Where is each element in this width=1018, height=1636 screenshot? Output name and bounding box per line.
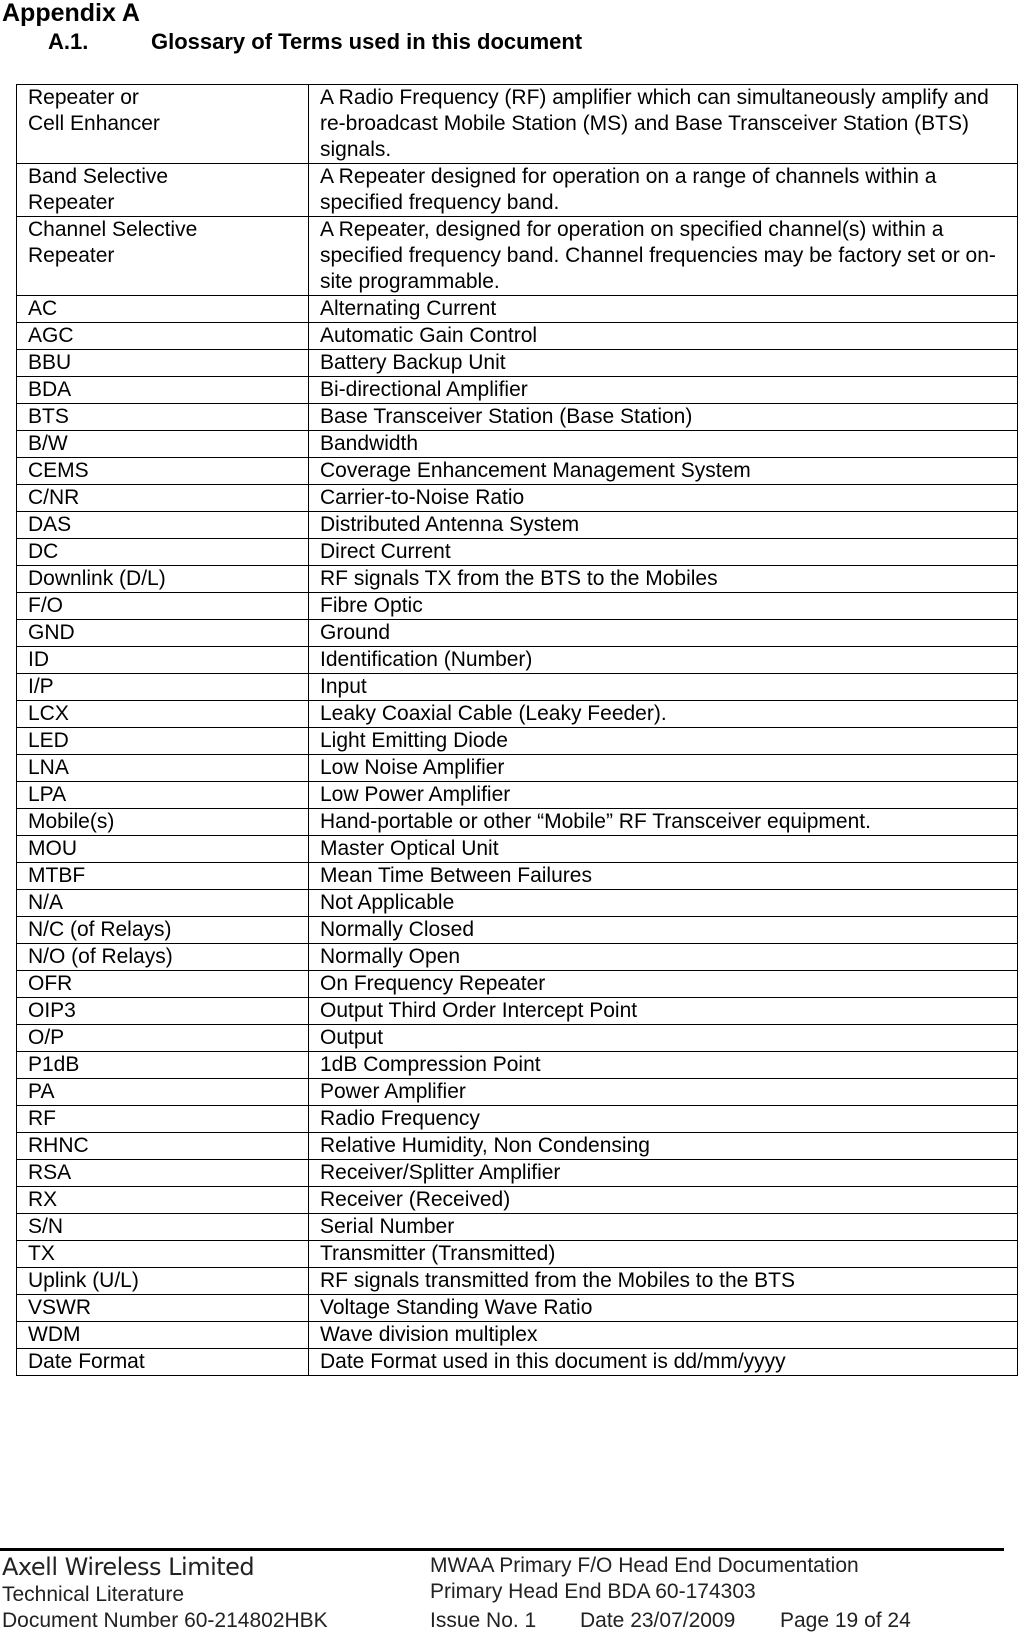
- glossary-row: [17, 1349, 1018, 1376]
- glossary-definition: Input: [309, 674, 1018, 701]
- glossary-row: [17, 782, 1018, 809]
- glossary-definition: RF signals transmitted from the Mobiles to the BTS: [309, 1268, 1018, 1295]
- glossary-definition: Normally Closed: [309, 917, 1018, 944]
- glossary-term: Band Selective Repeater: [17, 164, 309, 217]
- glossary-term: VSWR: [17, 1295, 309, 1322]
- glossary-term: N/A: [17, 890, 309, 917]
- glossary-row: [17, 350, 1018, 377]
- glossary-definition: Normally Open: [309, 944, 1018, 971]
- glossary-row: [17, 1322, 1018, 1349]
- glossary-definition: 1dB Compression Point: [309, 1052, 1018, 1079]
- glossary-row: [17, 539, 1018, 566]
- glossary-term: BDA: [17, 377, 309, 404]
- glossary-term: Mobile(s): [17, 809, 309, 836]
- glossary-term: WDM: [17, 1322, 309, 1349]
- glossary-row: [17, 728, 1018, 755]
- glossary-definition: Alternating Current: [309, 296, 1018, 323]
- document-number: Document Number 60-214802HBK: [2, 1609, 328, 1632]
- glossary-definition: Low Noise Amplifier: [309, 755, 1018, 782]
- glossary-definition: Date Format used in this document is dd/mm/yyyy: [309, 1349, 1018, 1376]
- glossary-term: Uplink (U/L): [17, 1268, 309, 1295]
- section-heading: [48, 29, 582, 55]
- glossary-definition: Radio Frequency: [309, 1106, 1018, 1133]
- glossary-definition: Hand-portable or other “Mobile” RF Transceiver equipment.: [309, 809, 1018, 836]
- glossary-term: Downlink (D/L): [17, 566, 309, 593]
- glossary-definition: Wave division multiplex: [309, 1322, 1018, 1349]
- glossary-definition: Leaky Coaxial Cable (Leaky Feeder).: [309, 701, 1018, 728]
- glossary-term: TX: [17, 1241, 309, 1268]
- glossary-term: OFR: [17, 971, 309, 998]
- glossary-body: [17, 85, 1018, 1376]
- glossary-term: LCX: [17, 701, 309, 728]
- glossary-table: [16, 84, 1018, 1376]
- glossary-term: C/NR: [17, 485, 309, 512]
- glossary-term: AC: [17, 296, 309, 323]
- glossary-row: [17, 998, 1018, 1025]
- glossary-term: RSA: [17, 1160, 309, 1187]
- glossary-row: [17, 809, 1018, 836]
- glossary-term: MTBF: [17, 863, 309, 890]
- glossary-term: BTS: [17, 404, 309, 431]
- section-title: Glossary of Terms used in this document: [151, 29, 583, 54]
- glossary-definition: Receiver (Received): [309, 1187, 1018, 1214]
- glossary-term: P1dB: [17, 1052, 309, 1079]
- glossary-term: N/C (of Relays): [17, 917, 309, 944]
- glossary-row: [17, 85, 1018, 164]
- glossary-definition: RF signals TX from the BTS to the Mobiles: [309, 566, 1018, 593]
- glossary-row: [17, 1025, 1018, 1052]
- glossary-definition: Bi-directional Amplifier: [309, 377, 1018, 404]
- document-title: MWAA Primary F/O Head End Documentation: [430, 1554, 859, 1577]
- glossary-definition: Direct Current: [309, 539, 1018, 566]
- glossary-row: [17, 296, 1018, 323]
- glossary-definition: A Radio Frequency (RF) amplifier which can simultaneously amplify and re-broadcast Mobile Station (MS) and Base Transceiver Station (BTS) signals.: [309, 85, 1018, 164]
- glossary-term: LED: [17, 728, 309, 755]
- glossary-definition: A Repeater designed for operation on a range of channels within a specified frequency band.: [309, 164, 1018, 217]
- glossary-term: LPA: [17, 782, 309, 809]
- glossary-row: [17, 1133, 1018, 1160]
- footer-divider: [0, 1548, 1004, 1551]
- glossary-row: [17, 1079, 1018, 1106]
- glossary-row: [17, 836, 1018, 863]
- glossary-definition: Carrier-to-Noise Ratio: [309, 485, 1018, 512]
- glossary-row: [17, 566, 1018, 593]
- glossary-definition: Output: [309, 1025, 1018, 1052]
- glossary-row: [17, 217, 1018, 296]
- glossary-term: N/O (of Relays): [17, 944, 309, 971]
- glossary-definition: Low Power Amplifier: [309, 782, 1018, 809]
- glossary-term: Repeater or Cell Enhancer: [17, 85, 309, 164]
- glossary-row: [17, 647, 1018, 674]
- glossary-row: [17, 1268, 1018, 1295]
- glossary-row: [17, 1241, 1018, 1268]
- issue-line: [430, 1609, 911, 1633]
- glossary-definition: Serial Number: [309, 1214, 1018, 1241]
- glossary-definition: Transmitter (Transmitted): [309, 1241, 1018, 1268]
- glossary-row: [17, 323, 1018, 350]
- glossary-row: [17, 1052, 1018, 1079]
- glossary-definition: Distributed Antenna System: [309, 512, 1018, 539]
- glossary-row: [17, 971, 1018, 998]
- issue-date: Date 23/07/2009: [580, 1609, 736, 1632]
- glossary-definition: Coverage Enhancement Management System: [309, 458, 1018, 485]
- page-number: Page 19 of 24: [780, 1609, 911, 1632]
- glossary-row: [17, 1187, 1018, 1214]
- glossary-row: [17, 863, 1018, 890]
- glossary-term: F/O: [17, 593, 309, 620]
- glossary-row: [17, 485, 1018, 512]
- glossary-row: [17, 377, 1018, 404]
- glossary-definition: Bandwidth: [309, 431, 1018, 458]
- glossary-definition: Power Amplifier: [309, 1079, 1018, 1106]
- glossary-term: CEMS: [17, 458, 309, 485]
- glossary-definition: A Repeater, designed for operation on specified channel(s) within a specified frequency band. Channel frequencies may be factory set or on-site programmable.: [309, 217, 1018, 296]
- appendix-title: Appendix A: [2, 0, 140, 27]
- glossary-term: Channel Selective Repeater: [17, 217, 309, 296]
- glossary-definition: Ground: [309, 620, 1018, 647]
- document-subtitle: Primary Head End BDA 60-174303: [430, 1580, 756, 1603]
- glossary-row: [17, 1295, 1018, 1322]
- glossary-term: AGC: [17, 323, 309, 350]
- glossary-term: DC: [17, 539, 309, 566]
- glossary-term: DAS: [17, 512, 309, 539]
- glossary-term: S/N: [17, 1214, 309, 1241]
- technical-literature-label: Technical Literature: [2, 1583, 185, 1606]
- glossary-term: Date Format: [17, 1349, 309, 1376]
- glossary-definition: Fibre Optic: [309, 593, 1018, 620]
- glossary-row: [17, 701, 1018, 728]
- glossary-definition: Relative Humidity, Non Condensing: [309, 1133, 1018, 1160]
- glossary-term: O/P: [17, 1025, 309, 1052]
- glossary-definition: Light Emitting Diode: [309, 728, 1018, 755]
- glossary-term: LNA: [17, 755, 309, 782]
- section-number: A.1.: [48, 29, 89, 54]
- glossary-row: [17, 1214, 1018, 1241]
- glossary-definition: Output Third Order Intercept Point: [309, 998, 1018, 1025]
- glossary-row: [17, 404, 1018, 431]
- glossary-definition: Battery Backup Unit: [309, 350, 1018, 377]
- glossary-row: [17, 890, 1018, 917]
- glossary-row: [17, 1106, 1018, 1133]
- glossary-term: MOU: [17, 836, 309, 863]
- glossary-term: OIP3: [17, 998, 309, 1025]
- glossary-term: RHNC: [17, 1133, 309, 1160]
- glossary-definition: Mean Time Between Failures: [309, 863, 1018, 890]
- glossary-term: PA: [17, 1079, 309, 1106]
- glossary-row: [17, 1160, 1018, 1187]
- glossary-term: B/W: [17, 431, 309, 458]
- glossary-definition: Not Applicable: [309, 890, 1018, 917]
- glossary-definition: Receiver/Splitter Amplifier: [309, 1160, 1018, 1187]
- glossary-definition: On Frequency Repeater: [309, 971, 1018, 998]
- glossary-term: BBU: [17, 350, 309, 377]
- glossary-term: RF: [17, 1106, 309, 1133]
- glossary-term: GND: [17, 620, 309, 647]
- glossary-row: [17, 164, 1018, 217]
- glossary-row: [17, 755, 1018, 782]
- glossary-term: ID: [17, 647, 309, 674]
- glossary-row: [17, 458, 1018, 485]
- glossary-definition: Automatic Gain Control: [309, 323, 1018, 350]
- glossary-row: [17, 431, 1018, 458]
- glossary-row: [17, 944, 1018, 971]
- glossary-row: [17, 674, 1018, 701]
- glossary-definition: Base Transceiver Station (Base Station): [309, 404, 1018, 431]
- glossary-definition: Voltage Standing Wave Ratio: [309, 1295, 1018, 1322]
- glossary-term: I/P: [17, 674, 309, 701]
- company-name: Axell Wireless Limited: [2, 1553, 255, 1581]
- issue-number: Issue No. 1: [430, 1609, 537, 1632]
- glossary-row: [17, 917, 1018, 944]
- glossary-row: [17, 620, 1018, 647]
- glossary-row: [17, 512, 1018, 539]
- glossary-term: RX: [17, 1187, 309, 1214]
- glossary-row: [17, 593, 1018, 620]
- glossary-definition: Master Optical Unit: [309, 836, 1018, 863]
- glossary-definition: Identification (Number): [309, 647, 1018, 674]
